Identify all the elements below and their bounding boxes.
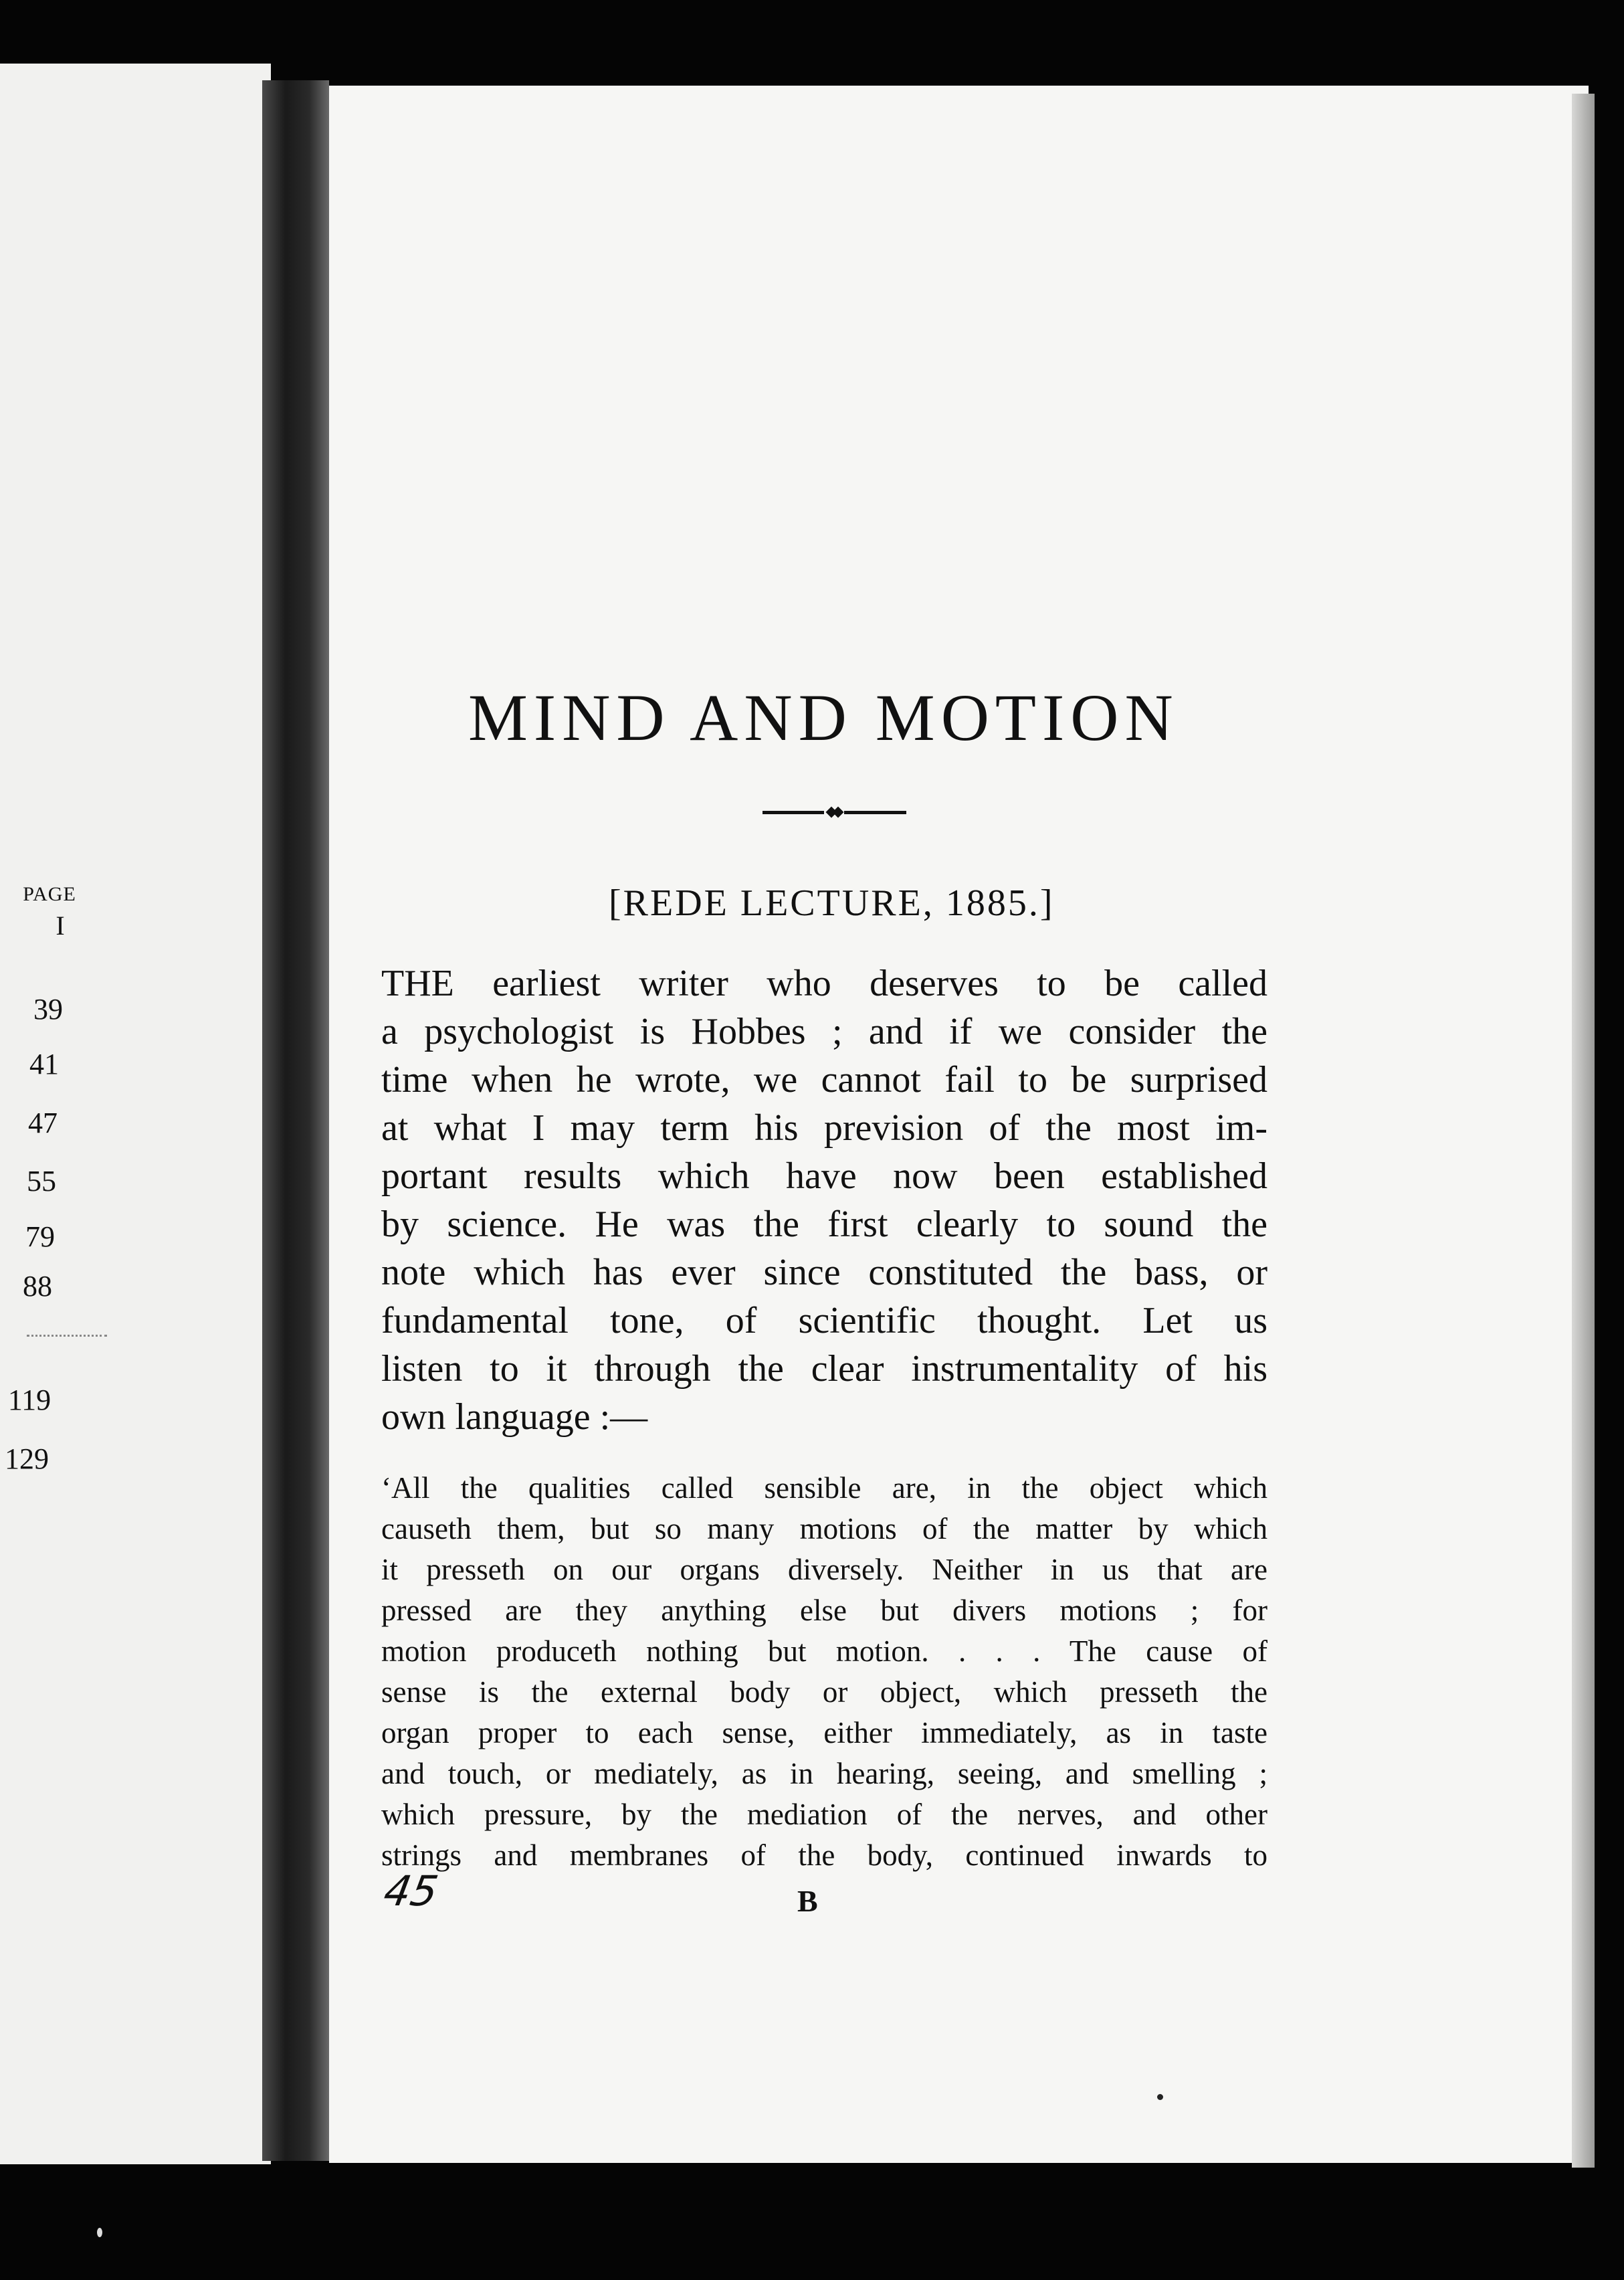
text-line: at what I may term his prevision of the most im-	[381, 1107, 1267, 1149]
text-line: by science. He was the first clearly to sound the	[381, 1204, 1267, 1245]
text-line: fundamental tone, of scientific thought. Let us	[381, 1300, 1267, 1341]
page-number: 129	[5, 1442, 49, 1475]
page-column-header: PAGE	[23, 883, 76, 905]
quote-line: and touch, or mediately, as in hearing, seeing, and smelling ;	[381, 1757, 1267, 1790]
page-edge	[1572, 94, 1595, 2168]
scan-speck	[97, 2228, 102, 2237]
ornament-diamond	[833, 807, 844, 818]
signature-mark: B	[797, 1884, 818, 1918]
quote-line: strings and membranes of the body, continued inwards to	[381, 1838, 1267, 1872]
text-line: portant results which have now been established	[381, 1155, 1267, 1197]
page-number: 39	[33, 993, 63, 1026]
text-line: a psychologist is Hobbes ; and if we consider the	[381, 1011, 1267, 1052]
handwritten-note: 45	[380, 1867, 442, 1915]
quote-line: pressed are they anything else but divers motions ; for	[381, 1594, 1267, 1627]
page-number: 119	[7, 1384, 52, 1416]
quote-line: sense is the external body or object, which presseth the	[381, 1675, 1267, 1709]
text-line: note which has ever since constituted the bass, or	[381, 1252, 1267, 1293]
left-facing-page	[0, 64, 271, 2164]
ornament-rule-left	[763, 811, 824, 814]
lecture-subtitle: [REDE LECTURE, 1885.]	[609, 882, 1055, 924]
quote-line: causeth them, but so many motions of the matter by which	[381, 1512, 1267, 1545]
page-number: 55	[27, 1165, 56, 1198]
page-number: 41	[29, 1048, 59, 1080]
quote-line: which pressure, by the mediation of the nerves, and other	[381, 1798, 1267, 1831]
ornament-rule-right	[844, 811, 906, 814]
page-number: 79	[25, 1220, 55, 1253]
book-gutter-shadow	[262, 80, 329, 2161]
page-number: 88	[23, 1270, 52, 1303]
scan-speck	[1157, 2094, 1163, 2100]
leader-dots	[27, 1335, 107, 1337]
text-line: time when he wrote, we cannot fail to be surprised	[381, 1059, 1267, 1101]
quote-line: it presseth on our organs diversely. Neither in us that are	[381, 1553, 1267, 1586]
page-number: 47	[28, 1107, 58, 1139]
quote-line: motion produceth nothing but motion. . . . The cause of	[381, 1634, 1267, 1668]
quote-line: ‘All the qualities called sensible are, in the object which	[381, 1471, 1267, 1505]
title-ornament	[763, 808, 906, 816]
text-line: THE earliest writer who deserves to be called	[381, 963, 1267, 1004]
text-line: own language :—	[381, 1396, 648, 1438]
page-number: I	[56, 911, 65, 941]
text-line: listen to it through the clear instrumentality of his	[381, 1348, 1267, 1390]
quote-line: organ proper to each sense, either immediately, as in taste	[381, 1716, 1267, 1749]
chapter-title: MIND AND MOTION	[468, 680, 1179, 755]
